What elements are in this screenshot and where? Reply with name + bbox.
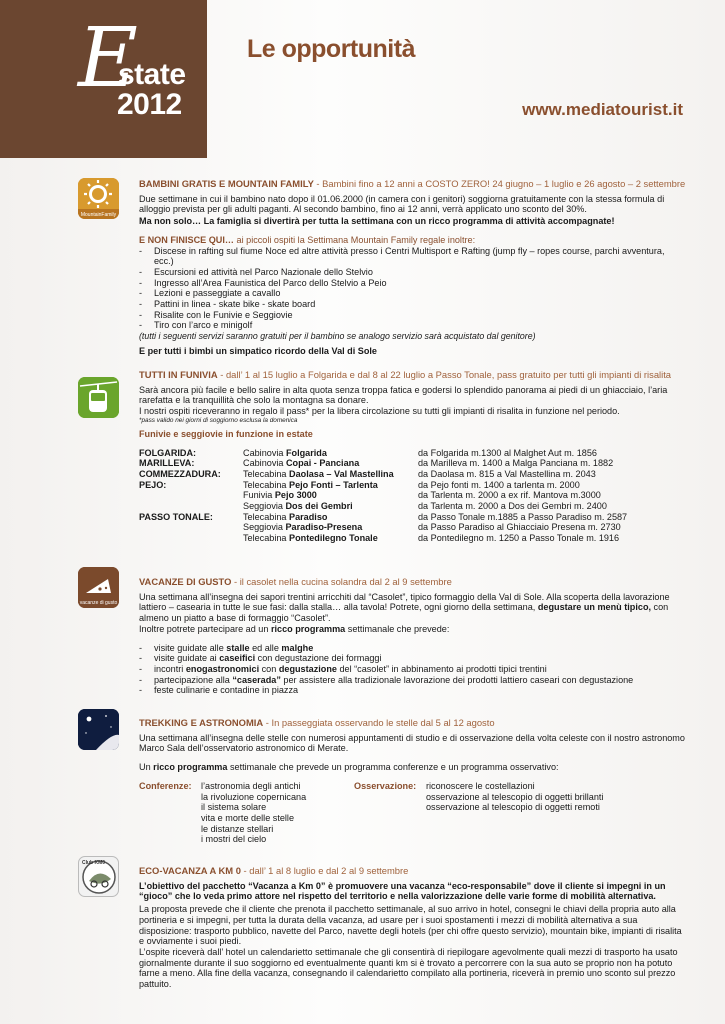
- sun-family-icon: [78, 178, 119, 219]
- list-item: - incontri enogastronomici con degustazione del “casolet” in abbinamento ai prodotti tipici trentini: [139, 664, 686, 675]
- activity-list: [139, 246, 686, 332]
- program-table: [139, 781, 603, 845]
- table-row: Seggiovia Paradiso-Presena da Passo Paradiso al Ghiacciaio Presena m. 2730: [243, 522, 621, 533]
- paragraph: Una settimana all’insegna dei sapori trentini arricchiti dal “Casolet”, tipico formaggio della Val di Sole. Alla scoperta della lavorazione lattiero – casearia in tutte le sue fasi: dalla stalla… alla tavola! Potrete, ogni giorno della settimana, degustare un menù tipico, con almeno un piatto a base di formaggio “Casolet”.: [139, 591, 670, 624]
- list-item: - Discese in rafting sul fiume Noce ed altre attività presso i Centri Multisport e Rafting (jump fly – ropes course, parchi avventura, ecc.): [139, 246, 686, 267]
- lead-paragraph: L’obiettivo del pacchetto “Vacanza a Km 0” è promuovere una vacanza “eco-responsabile” dove il cliente si impegni in un “gioco” che lo veda primo attore nel rispetto del territorio e nella valorizzazione delle varie forme di mobilità alternativa.: [139, 880, 666, 902]
- section-funivia: [139, 370, 686, 544]
- footnote: *pass valido nei giorni di soggiorno esclusa la domenica: [139, 416, 298, 424]
- cable-car-icon: [78, 377, 119, 418]
- section-heading: VACANZE DI GUSTO - il casolet nella cucina solandra dal 2 al 9 settembre: [139, 576, 452, 587]
- conferences-list: l’astronomia degli antichi la rivoluzione copernicana il sistema solare vita e morte delle stelle le distanze stellari i mostri del cielo: [201, 780, 307, 845]
- list-item: - Tiro con l’arco e minigolf: [139, 320, 686, 331]
- table-row: COMMEZZADURA: Telecabina Daolasa – Val Mastellina da Daolasa m. 815 a Val Mastellina m. 2043: [139, 468, 596, 479]
- paragraph: Una settimana all’insegna delle stelle con numerosi appuntamenti di studio e di osservazione della volta celeste con il nostro astronomo Marco Sala dell’osservatorio astronomico di Merate.: [139, 732, 685, 754]
- icon-label: vacanze di gusto: [79, 600, 118, 606]
- list-item: - Lezioni e passeggiate a cavallo: [139, 288, 686, 299]
- program-list: [139, 643, 686, 697]
- icon-label: MountainFamily: [80, 212, 117, 218]
- brand-script-e: E: [78, 11, 138, 106]
- brand-block: [0, 0, 207, 158]
- icon-label: Club KM0: [82, 860, 106, 866]
- cheese-icon: [78, 567, 119, 608]
- paragraph: Un ricco programma settimanale che prevede un programma conferenze e un programma osservativo:: [139, 762, 559, 773]
- lift-table: [139, 448, 627, 544]
- website-link[interactable]: www.mediatourist.it: [522, 100, 683, 119]
- paragraph: I nostri ospiti riceveranno in regalo il pass* per la libera circolazione su tutti gli impianti di risalita in funzione nel periodo.: [139, 406, 620, 417]
- section-heading: TREKKING E ASTRONOMIA - In passeggiata osservando le stelle dal 5 al 12 agosto: [139, 717, 495, 728]
- table-row: Seggiovia Dos dei Gembri da Tarlenta m. 2000 a Dos dei Gembri m. 2400: [243, 501, 607, 512]
- list-item: - feste culinarie e contadine in piazza: [139, 685, 686, 696]
- page-title: Le opportunità: [247, 35, 415, 63]
- paragraph: Due settimane in cui il bambino nato dopo il 01.06.2000 (in camera con i genitori) soggiorna gratuitamente con la stessa formula di alloggio prevista per gli adulti paganti. Al secondo bambino, fino ai 12 anni, verrà applicato uno sconto del 30%.: [139, 193, 665, 215]
- list-item: - Risalite con le Funivie e Seggiovie: [139, 310, 686, 321]
- section-heading: TUTTI IN FUNIVIA - dall’ 1 al 15 luglio a Folgarida e dal 8 al 22 luglio a Passo Tonale, pass gratuito per tutti gli impianti di risalita: [139, 369, 672, 380]
- section-eco-vacanza: [139, 866, 686, 990]
- observation-list: riconoscere le costellazioni osservazione al telescopio di oggetti brillanti osservazione al telescopio di oggetti remoti: [426, 780, 604, 813]
- section-mountain-family: [139, 179, 686, 357]
- subheading: E NON FINISCE QUI… ai piccoli ospiti la Settimana Mountain Family regale inoltre:: [139, 234, 476, 245]
- paragraph: L’ospite riceverà dall’ hotel un calendarietto settimanale che gli consentirà di riepilogare agevolmente quali mezzi di trasporto ha usato giornalmente durante il suo soggiorno ed eventualmente quanti km si è trovato a percorrere con la sua auto se proprio non ha potuto farne a meno. Alla fine della vacanza, consegnando il calendarietto compilato alla portineria, riceverà in premio uno sconto sul prezzo pattuito.: [139, 946, 678, 990]
- brand-word: state: [118, 58, 186, 91]
- brand-year: 2012: [117, 88, 182, 121]
- section-heading: BAMBINI GRATIS E MOUNTAIN FAMILY - Bambini fino a 12 anni a COSTO ZERO! 24 giugno – 1 luglio e 26 agosto – 2 settembre: [139, 178, 686, 189]
- table-row: PEJO: Telecabina Pejo Fonti – Tarlenta da Pejo fonti m. 1400 a tarlenta m. 2000: [139, 479, 580, 490]
- section-heading: ECO-VACANZA A KM 0 - dall’ 1 al 8 luglio e dal 2 al 9 settembre: [139, 865, 409, 876]
- paragraph-bold: Ma non solo… La famiglia si divertirà per tutta la settimana con un ricco programma di attività accompagnate!: [139, 216, 615, 227]
- section-trekking-astronomia: [139, 718, 686, 845]
- paragraph: Inoltre potrete partecipare ad un ricco programma settimanale che prevede:: [139, 623, 450, 634]
- closing-line: E per tutti i bimbi un simpatico ricordo della Val di Sole: [139, 345, 377, 356]
- section-vacanze-gusto: [139, 577, 686, 696]
- paragraph: Sarà ancora più facile e bello salire in alta quota senza troppa fatica e godersi lo splendido panorama ai piedi di un ghiacciaio, l’aria rarefatta e la tranquillità che solo la montagna sa donare.: [139, 384, 668, 406]
- paragraph: La proposta prevede che il cliente che prenota il pacchetto settimanale, al suo arrivo in hotel, consegni le chiavi della propria auto alla portineria e si impegni, per tutta la durata della vacanza, ad usare per i suoi spostamenti i mezzi di mobilità alternativa a sua disposizione: trasporto pubblico, navette del Parco, navette degli hotels (per chi offre questo servizio), mountain bike, impianti di risalita e ovviamente i suoi piedi.: [139, 904, 682, 947]
- conferences-label: Conferenze:: [139, 780, 192, 791]
- observation-label: Osservazione:: [354, 780, 417, 791]
- list-item: - Pattini in linea - skate bike - skate board: [139, 299, 686, 310]
- table-row: Funivia Pejo 3000 da Tarlenta m. 2000 a ex rif. Mantova m.3000: [243, 490, 601, 501]
- table-row: Telecabina Pontedilegno Tonale da Pontedilegno m. 1250 a Passo Tonale m. 1916: [243, 533, 620, 544]
- list-item: - Ingresso all’Area Faunistica del Parco dello Stelvio a Peio: [139, 278, 686, 289]
- list-item: - partecipazione alla “caserada” per assistere alla tradizionale lavorazione dei prodotti lattiero caseari con degustazione: [139, 675, 686, 686]
- table-title: Funivie e seggiovie in funzione in estate: [139, 428, 313, 439]
- table-row: PASSO TONALE: Telecabina Paradiso da Passo Tonale m.1885 a Passo Paradiso m. 2587: [139, 511, 628, 522]
- eco-km0-icon: [78, 856, 119, 897]
- list-item: - visite guidate alle stalle ed alle malghe: [139, 643, 686, 654]
- table-row: FOLGARIDA: Cabinovia Folgarida da Folgarida m.1300 al Malghet Aut m. 1856: [139, 447, 597, 458]
- list-item: - visite guidate ai caseifici con degustazione dei formaggi: [139, 653, 686, 664]
- night-sky-icon: [78, 709, 119, 750]
- table-row: MARILLEVA: Cabinovia Copai - Panciana da Marilleva m. 1400 a Malga Panciana m. 1882: [139, 458, 614, 469]
- list-item: - Escursioni ed attività nel Parco Nazionale dello Stelvio: [139, 267, 686, 278]
- note: (tutti i seguenti servizi saranno gratuiti per il bambino se analogo servizio sarà acquistato dal genitore): [139, 331, 536, 342]
